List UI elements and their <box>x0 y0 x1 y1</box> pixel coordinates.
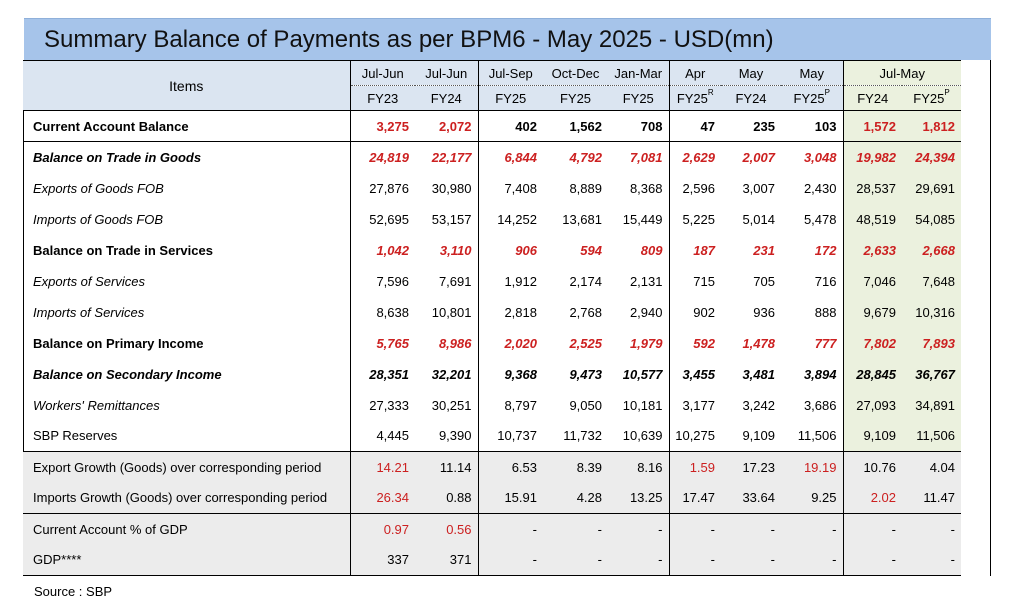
table-cell: 3,242 <box>742 397 775 413</box>
table-cell: 4.04 <box>902 452 961 483</box>
table-cell: 2,131 <box>629 273 663 289</box>
table-row <box>23 173 961 204</box>
table-cell: - <box>843 545 902 576</box>
table-cell: 7,648 <box>902 266 961 297</box>
table-cell: 11,506 <box>781 421 843 452</box>
table-cell: 11,506 <box>902 421 961 452</box>
table-cell: 29,691 <box>902 173 961 204</box>
table-cell: 705 <box>753 273 775 289</box>
table-cell: 1,562 <box>543 111 608 142</box>
table-cell: - <box>543 514 608 545</box>
row-label: Balance on Primary Income <box>33 335 204 351</box>
table-cell: 9.25 <box>781 483 843 514</box>
period-header: Oct-Dec <box>543 61 608 86</box>
table-cell: 19.19 <box>781 452 843 483</box>
table-cell: 3,686 <box>803 397 837 413</box>
table-cell: 30,980 <box>431 180 472 196</box>
table-cell: 3,275 <box>350 111 415 142</box>
report-title: Summary Balance of Payments as per BPM6 - May 2025 - USD(mn) <box>44 26 774 53</box>
table-cell: 8,797 <box>478 390 543 421</box>
table-cell: 11.14 <box>415 452 478 483</box>
table-cell: 11,732 <box>543 421 608 452</box>
table-cell: 54,085 <box>902 204 961 235</box>
table-cell: 4.28 <box>543 483 608 514</box>
table-cell: 10,639 <box>608 421 669 452</box>
table-row <box>23 328 961 359</box>
table-cell: 103 <box>781 111 843 142</box>
table-cell: 10,181 <box>622 397 663 413</box>
table-cell: 7,046 <box>843 266 902 297</box>
table-row <box>23 297 961 328</box>
row-label: SBP Reserves <box>23 421 350 452</box>
year-header: FY24 <box>721 86 781 111</box>
table-cell: 52,695 <box>350 204 415 235</box>
table-cell: 30,251 <box>431 397 472 413</box>
year-header: FY24 <box>415 86 478 111</box>
table-cell: 19,982 <box>843 142 902 173</box>
table-cell: 6,844 <box>478 142 543 173</box>
table-cell: 172 <box>814 242 837 258</box>
table-row <box>23 452 961 483</box>
table-cell: 3,007 <box>742 180 775 196</box>
table-cell: 10,577 <box>622 366 663 382</box>
row-label: Balance on Trade in Services <box>33 242 213 258</box>
table-cell: 716 <box>814 273 837 289</box>
table-cell: 888 <box>814 304 837 320</box>
table-cell: - <box>721 514 781 545</box>
table-cell: 27,876 <box>350 173 415 204</box>
table-cell: 7,081 <box>629 149 663 165</box>
row-label: Export Growth (Goods) over corresponding period <box>23 452 350 483</box>
table-cell: 14,252 <box>478 204 543 235</box>
table-cell: 6.53 <box>478 452 543 483</box>
header-row-periods <box>23 61 961 86</box>
table-row <box>23 545 961 576</box>
table-cell: 28,351 <box>350 359 415 390</box>
table-row <box>23 359 961 390</box>
table-cell: 2,020 <box>478 328 543 359</box>
row-label: Exports of Goods FOB <box>33 180 164 196</box>
year-header: FY24 <box>843 86 902 111</box>
table-cell: 28,537 <box>843 173 902 204</box>
bop-table <box>23 60 961 576</box>
table-cell: 9,679 <box>843 297 902 328</box>
table-cell: - <box>608 514 669 545</box>
table-cell: 24,819 <box>350 142 415 173</box>
table-cell: 9,390 <box>415 421 478 452</box>
table-cell: 371 <box>415 545 478 576</box>
table-cell: - <box>902 514 961 545</box>
table-cell: 2,174 <box>569 273 602 289</box>
table-cell: 5,478 <box>803 211 837 227</box>
table-row <box>23 390 961 421</box>
table-cell: 0.97 <box>350 514 415 545</box>
table-cell: 936 <box>753 304 775 320</box>
table-cell: 28,845 <box>843 359 902 390</box>
table-cell: - <box>843 514 902 545</box>
table-cell: 3,110 <box>439 242 472 258</box>
table-cell: 2,596 <box>669 173 721 204</box>
table-cell: 4,792 <box>569 149 602 165</box>
table-cell: 5,225 <box>669 204 721 235</box>
row-label: Balance on Secondary Income <box>33 366 222 382</box>
table-cell: 231 <box>753 242 775 258</box>
table-cell: 402 <box>478 111 543 142</box>
table-cell: 8,368 <box>629 180 663 196</box>
period-header: Jan-Mar <box>608 61 669 86</box>
table-cell: 708 <box>608 111 669 142</box>
period-header: Apr <box>669 61 721 86</box>
table-cell: 2,007 <box>742 149 775 165</box>
row-label: GDP**** <box>23 545 350 576</box>
table-cell: 1,478 <box>742 335 775 351</box>
table-cell: 33.64 <box>721 483 781 514</box>
table-cell: - <box>721 545 781 576</box>
table-cell: 5,765 <box>350 328 415 359</box>
table-cell: - <box>669 514 721 545</box>
table-row <box>23 514 961 545</box>
table-row <box>23 421 961 452</box>
table-cell: 11.47 <box>902 483 961 514</box>
table-cell: 2,430 <box>803 180 837 196</box>
table-cell: 3,177 <box>669 390 721 421</box>
table-cell: 13,681 <box>562 211 602 227</box>
table-cell: 9,109 <box>843 421 902 452</box>
table-cell: - <box>781 514 843 545</box>
row-label: Imports Growth (Goods) over corresponding period <box>23 483 350 514</box>
table-cell: 36,767 <box>902 359 961 390</box>
table-cell: 9,368 <box>478 359 543 390</box>
table-cell: 3,894 <box>803 366 837 382</box>
year-header: FY25 <box>608 86 669 111</box>
table-cell: 2,668 <box>902 235 961 266</box>
year-header: FY23 <box>350 86 415 111</box>
table-cell: 0.88 <box>415 483 478 514</box>
row-label: Imports of Goods FOB <box>33 211 164 227</box>
year-header: $FY25^P$ <box>781 86 843 111</box>
period-header: Jul-Jun <box>350 61 415 86</box>
table-cell: 10,801 <box>431 304 472 320</box>
table-cell: 34,891 <box>902 390 961 421</box>
table-cell: - <box>543 545 608 576</box>
table-cell: 9,109 <box>721 421 781 452</box>
table-cell: 8.16 <box>608 452 669 483</box>
period-header: Jul-May <box>843 61 961 86</box>
table-cell: 47 <box>669 111 721 142</box>
table-cell: 27,093 <box>843 390 902 421</box>
row-label: Current Account % of GDP <box>23 514 350 545</box>
table-cell: 24,394 <box>902 142 961 173</box>
row-label: Exports of Services <box>33 273 145 289</box>
table-cell: 7,408 <box>478 173 543 204</box>
table-cell: - <box>669 545 721 576</box>
table-cell: 2,818 <box>478 297 543 328</box>
table-cell: 7,802 <box>843 328 902 359</box>
table-cell: 2.02 <box>843 483 902 514</box>
table-cell: 5,014 <box>742 211 775 227</box>
table-cell: 53,157 <box>431 211 472 227</box>
period-header: Jul-Jun <box>415 61 478 86</box>
table-cell: 14.21 <box>350 452 415 483</box>
table-cell: 1,812 <box>902 111 961 142</box>
table-cell: 15.91 <box>478 483 543 514</box>
period-header: Jul-Sep <box>478 61 543 86</box>
table-cell: 906 <box>478 235 543 266</box>
table-cell: 4,445 <box>350 421 415 452</box>
table-row <box>23 142 961 173</box>
table-row <box>23 235 961 266</box>
table-cell: 3,481 <box>742 366 775 382</box>
table-cell: 3,455 <box>669 359 721 390</box>
table-row <box>23 111 961 142</box>
table-cell: 2,940 <box>629 304 663 320</box>
year-header: $FY25^R$ <box>669 86 721 111</box>
table-cell: 32,201 <box>431 366 472 382</box>
table-cell: 1.59 <box>669 452 721 483</box>
table-cell: - <box>478 545 543 576</box>
table-cell: 235 <box>721 111 781 142</box>
table-cell: 1,912 <box>478 266 543 297</box>
table-cell: 7,691 <box>438 273 472 289</box>
table-cell: 17.47 <box>669 483 721 514</box>
year-header: $FY25^P$ <box>902 86 961 111</box>
table-cell: 8.39 <box>543 452 608 483</box>
table-cell: 2,629 <box>669 142 721 173</box>
table-cell: 3,048 <box>803 149 837 165</box>
table-cell: 10,275 <box>669 421 721 452</box>
table-cell: 592 <box>669 328 721 359</box>
table-cell: 337 <box>350 545 415 576</box>
table-cell: 7,893 <box>902 328 961 359</box>
table-cell: 10,737 <box>478 421 543 452</box>
row-label: Imports of Services <box>33 304 145 320</box>
year-header: FY25 <box>543 86 608 111</box>
table-cell: 13.25 <box>608 483 669 514</box>
table-cell: 8,889 <box>569 180 602 196</box>
table-cell: 187 <box>669 235 721 266</box>
table-cell: 715 <box>669 266 721 297</box>
table-cell: - <box>478 514 543 545</box>
table-cell: 9,050 <box>569 397 602 413</box>
table-cell: - <box>781 545 843 576</box>
table-cell: 27,333 <box>350 390 415 421</box>
table-cell: 1,979 <box>629 335 663 351</box>
table-row <box>23 266 961 297</box>
table-cell: 2,633 <box>843 235 902 266</box>
table-cell: 8,638 <box>350 297 415 328</box>
table-cell: 15,449 <box>622 211 663 227</box>
table-cell: 10,316 <box>902 297 961 328</box>
table-cell: 17.23 <box>721 452 781 483</box>
table-cell: 8,986 <box>438 335 472 351</box>
year-header: FY25 <box>478 86 543 111</box>
table-cell: 809 <box>640 242 663 258</box>
table-cell: 1,572 <box>843 111 902 142</box>
row-label: Current Account Balance <box>23 111 350 142</box>
table-cell: 2,525 <box>569 335 602 351</box>
table-cell: 26.34 <box>350 483 415 514</box>
report-title-bar <box>24 18 991 60</box>
table-cell: 1,042 <box>350 235 415 266</box>
table-cell: 7,596 <box>350 266 415 297</box>
row-label: Workers' Remittances <box>33 397 160 413</box>
table-cell: 9,473 <box>569 366 602 382</box>
table-row <box>23 204 961 235</box>
table-cell: 10.76 <box>843 452 902 483</box>
table-cell: 22,177 <box>431 149 472 165</box>
table-cell: 48,519 <box>843 204 902 235</box>
row-label: Balance on Trade in Goods <box>33 149 202 165</box>
table-cell: - <box>902 545 961 576</box>
period-header: May <box>781 61 843 86</box>
table-cell: 2,768 <box>569 304 602 320</box>
source-note: Source : SBP <box>34 584 113 599</box>
items-header: Items <box>23 61 350 111</box>
table-cell: 902 <box>669 297 721 328</box>
table-row <box>23 483 961 514</box>
table-cell: 0.56 <box>415 514 478 545</box>
table-cell: - <box>608 545 669 576</box>
table-cell: 2,072 <box>415 111 478 142</box>
period-header: May <box>721 61 781 86</box>
table-cell: 777 <box>814 335 837 351</box>
table-cell: 594 <box>580 242 602 258</box>
